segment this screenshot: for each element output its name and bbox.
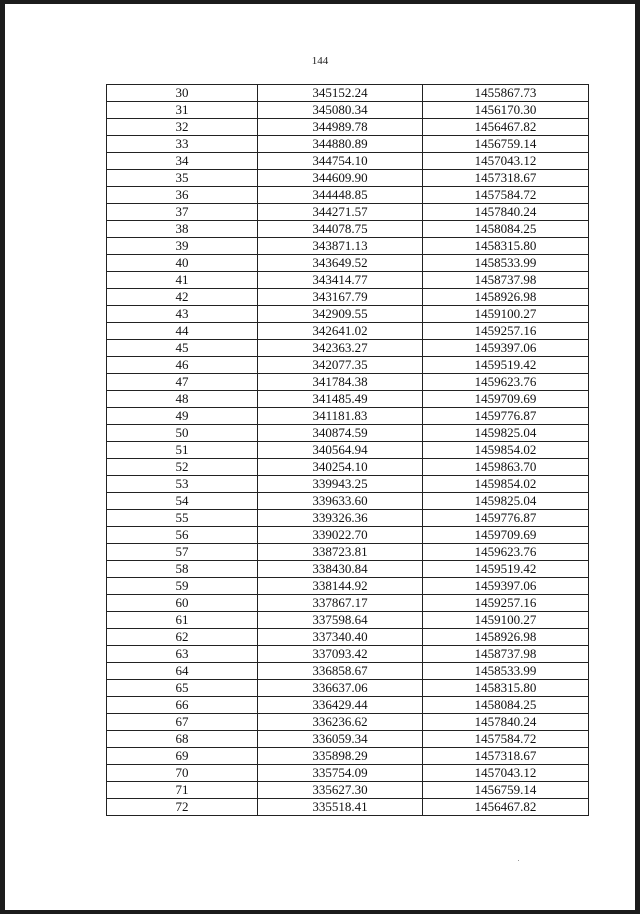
table-row	[107, 391, 589, 408]
point-number-cell: 48	[107, 391, 258, 408]
table-row	[107, 612, 589, 629]
point-number-cell: 51	[107, 442, 258, 459]
y-coordinate-cell: 1459854.02	[423, 442, 589, 459]
x-coordinate-cell: 337340.40	[258, 629, 423, 646]
point-number-cell: 36	[107, 187, 258, 204]
point-number-cell: 47	[107, 374, 258, 391]
point-number-cell: 43	[107, 306, 258, 323]
x-coordinate-cell: 343871.13	[258, 238, 423, 255]
table-row	[107, 714, 589, 731]
y-coordinate-cell: 1459397.06	[423, 578, 589, 595]
y-coordinate-cell: 1457318.67	[423, 748, 589, 765]
y-coordinate-cell: 1458533.99	[423, 255, 589, 272]
y-coordinate-cell: 1459776.87	[423, 408, 589, 425]
y-coordinate-cell: 1456170.30	[423, 102, 589, 119]
table-row	[107, 408, 589, 425]
point-number-cell: 46	[107, 357, 258, 374]
y-coordinate-cell: 1459709.69	[423, 391, 589, 408]
table-row	[107, 578, 589, 595]
point-number-cell: 62	[107, 629, 258, 646]
table-row	[107, 731, 589, 748]
point-number-cell: 68	[107, 731, 258, 748]
scan-speck	[518, 860, 519, 861]
table-row	[107, 374, 589, 391]
y-coordinate-cell: 1458084.25	[423, 221, 589, 238]
y-coordinate-cell: 1459257.16	[423, 323, 589, 340]
y-coordinate-cell: 1458737.98	[423, 272, 589, 289]
table-row	[107, 136, 589, 153]
x-coordinate-cell: 342363.27	[258, 340, 423, 357]
table-row	[107, 119, 589, 136]
table-row	[107, 510, 589, 527]
table-row	[107, 697, 589, 714]
point-number-cell: 53	[107, 476, 258, 493]
x-coordinate-cell: 342909.55	[258, 306, 423, 323]
x-coordinate-cell: 337093.42	[258, 646, 423, 663]
point-number-cell: 66	[107, 697, 258, 714]
point-number-cell: 37	[107, 204, 258, 221]
y-coordinate-cell: 1457584.72	[423, 731, 589, 748]
table-row	[107, 799, 589, 816]
table-row	[107, 782, 589, 799]
point-number-cell: 42	[107, 289, 258, 306]
y-coordinate-cell: 1457840.24	[423, 204, 589, 221]
table-row	[107, 170, 589, 187]
x-coordinate-cell: 340564.94	[258, 442, 423, 459]
x-coordinate-cell: 344609.90	[258, 170, 423, 187]
y-coordinate-cell: 1456759.14	[423, 136, 589, 153]
y-coordinate-cell: 1459397.06	[423, 340, 589, 357]
y-coordinate-cell: 1459825.04	[423, 425, 589, 442]
table-row	[107, 306, 589, 323]
point-number-cell: 40	[107, 255, 258, 272]
table-row	[107, 238, 589, 255]
x-coordinate-cell: 338723.81	[258, 544, 423, 561]
table-row	[107, 289, 589, 306]
point-number-cell: 33	[107, 136, 258, 153]
x-coordinate-cell: 341784.38	[258, 374, 423, 391]
point-number-cell: 35	[107, 170, 258, 187]
x-coordinate-cell: 341485.49	[258, 391, 423, 408]
x-coordinate-cell: 344078.75	[258, 221, 423, 238]
x-coordinate-cell: 344448.85	[258, 187, 423, 204]
x-coordinate-cell: 336236.62	[258, 714, 423, 731]
point-number-cell: 54	[107, 493, 258, 510]
point-number-cell: 31	[107, 102, 258, 119]
y-coordinate-cell: 1459100.27	[423, 612, 589, 629]
page-number: 144	[311, 55, 329, 67]
y-coordinate-cell: 1455867.73	[423, 85, 589, 102]
x-coordinate-cell: 339022.70	[258, 527, 423, 544]
table-row	[107, 340, 589, 357]
table-row	[107, 425, 589, 442]
point-number-cell: 67	[107, 714, 258, 731]
x-coordinate-cell: 340254.10	[258, 459, 423, 476]
x-coordinate-cell: 339326.36	[258, 510, 423, 527]
x-coordinate-cell: 342641.02	[258, 323, 423, 340]
x-coordinate-cell: 340874.59	[258, 425, 423, 442]
point-number-cell: 63	[107, 646, 258, 663]
point-number-cell: 59	[107, 578, 258, 595]
table-row	[107, 629, 589, 646]
y-coordinate-cell: 1459519.42	[423, 561, 589, 578]
y-coordinate-cell: 1458315.80	[423, 238, 589, 255]
table-row	[107, 272, 589, 289]
table-row	[107, 493, 589, 510]
point-number-cell: 64	[107, 663, 258, 680]
x-coordinate-cell: 335627.30	[258, 782, 423, 799]
x-coordinate-cell: 336429.44	[258, 697, 423, 714]
y-coordinate-cell: 1459100.27	[423, 306, 589, 323]
point-number-cell: 55	[107, 510, 258, 527]
x-coordinate-cell: 339943.25	[258, 476, 423, 493]
point-number-cell: 56	[107, 527, 258, 544]
point-number-cell: 52	[107, 459, 258, 476]
coordinates-table	[106, 84, 589, 816]
y-coordinate-cell: 1458084.25	[423, 697, 589, 714]
point-number-cell: 32	[107, 119, 258, 136]
point-number-cell: 30	[107, 85, 258, 102]
table-row	[107, 561, 589, 578]
point-number-cell: 57	[107, 544, 258, 561]
table-row	[107, 442, 589, 459]
point-number-cell: 50	[107, 425, 258, 442]
table-row	[107, 221, 589, 238]
table-row	[107, 357, 589, 374]
y-coordinate-cell: 1457584.72	[423, 187, 589, 204]
point-number-cell: 61	[107, 612, 258, 629]
x-coordinate-cell: 343649.52	[258, 255, 423, 272]
y-coordinate-cell: 1459257.16	[423, 595, 589, 612]
point-number-cell: 34	[107, 153, 258, 170]
x-coordinate-cell: 344880.89	[258, 136, 423, 153]
table-row	[107, 204, 589, 221]
y-coordinate-cell: 1457318.67	[423, 170, 589, 187]
coordinates-table-body	[107, 85, 589, 816]
table-row	[107, 459, 589, 476]
x-coordinate-cell: 336637.06	[258, 680, 423, 697]
point-number-cell: 72	[107, 799, 258, 816]
y-coordinate-cell: 1459519.42	[423, 357, 589, 374]
x-coordinate-cell: 342077.35	[258, 357, 423, 374]
y-coordinate-cell: 1456467.82	[423, 119, 589, 136]
point-number-cell: 45	[107, 340, 258, 357]
table-row	[107, 765, 589, 782]
y-coordinate-cell: 1456467.82	[423, 799, 589, 816]
point-number-cell: 69	[107, 748, 258, 765]
table-row	[107, 680, 589, 697]
y-coordinate-cell: 1459623.76	[423, 374, 589, 391]
table-row	[107, 255, 589, 272]
y-coordinate-cell: 1459863.70	[423, 459, 589, 476]
x-coordinate-cell: 344271.57	[258, 204, 423, 221]
point-number-cell: 49	[107, 408, 258, 425]
table-row	[107, 527, 589, 544]
x-coordinate-cell: 345152.24	[258, 85, 423, 102]
y-coordinate-cell: 1459825.04	[423, 493, 589, 510]
x-coordinate-cell: 343414.77	[258, 272, 423, 289]
y-coordinate-cell: 1458737.98	[423, 646, 589, 663]
x-coordinate-cell: 338430.84	[258, 561, 423, 578]
x-coordinate-cell: 341181.83	[258, 408, 423, 425]
table-row	[107, 595, 589, 612]
point-number-cell: 44	[107, 323, 258, 340]
point-number-cell: 65	[107, 680, 258, 697]
table-row	[107, 323, 589, 340]
point-number-cell: 70	[107, 765, 258, 782]
table-row	[107, 544, 589, 561]
x-coordinate-cell: 344989.78	[258, 119, 423, 136]
y-coordinate-cell: 1458315.80	[423, 680, 589, 697]
point-number-cell: 71	[107, 782, 258, 799]
table-row	[107, 646, 589, 663]
x-coordinate-cell: 344754.10	[258, 153, 423, 170]
x-coordinate-cell: 337598.64	[258, 612, 423, 629]
x-coordinate-cell: 336858.67	[258, 663, 423, 680]
y-coordinate-cell: 1458926.98	[423, 629, 589, 646]
x-coordinate-cell: 345080.34	[258, 102, 423, 119]
y-coordinate-cell: 1458533.99	[423, 663, 589, 680]
table-row	[107, 85, 589, 102]
x-coordinate-cell: 339633.60	[258, 493, 423, 510]
table-row	[107, 153, 589, 170]
y-coordinate-cell: 1459623.76	[423, 544, 589, 561]
y-coordinate-cell: 1459776.87	[423, 510, 589, 527]
point-number-cell: 58	[107, 561, 258, 578]
x-coordinate-cell: 336059.34	[258, 731, 423, 748]
y-coordinate-cell: 1457043.12	[423, 153, 589, 170]
y-coordinate-cell: 1459854.02	[423, 476, 589, 493]
x-coordinate-cell: 338144.92	[258, 578, 423, 595]
table-row	[107, 187, 589, 204]
table-row	[107, 663, 589, 680]
table-row	[107, 748, 589, 765]
point-number-cell: 38	[107, 221, 258, 238]
x-coordinate-cell: 335898.29	[258, 748, 423, 765]
y-coordinate-cell: 1457043.12	[423, 765, 589, 782]
x-coordinate-cell: 343167.79	[258, 289, 423, 306]
x-coordinate-cell: 337867.17	[258, 595, 423, 612]
table-row	[107, 476, 589, 493]
y-coordinate-cell: 1457840.24	[423, 714, 589, 731]
y-coordinate-cell: 1456759.14	[423, 782, 589, 799]
point-number-cell: 60	[107, 595, 258, 612]
point-number-cell: 41	[107, 272, 258, 289]
x-coordinate-cell: 335518.41	[258, 799, 423, 816]
y-coordinate-cell: 1459709.69	[423, 527, 589, 544]
point-number-cell: 39	[107, 238, 258, 255]
y-coordinate-cell: 1458926.98	[423, 289, 589, 306]
x-coordinate-cell: 335754.09	[258, 765, 423, 782]
table-row	[107, 102, 589, 119]
